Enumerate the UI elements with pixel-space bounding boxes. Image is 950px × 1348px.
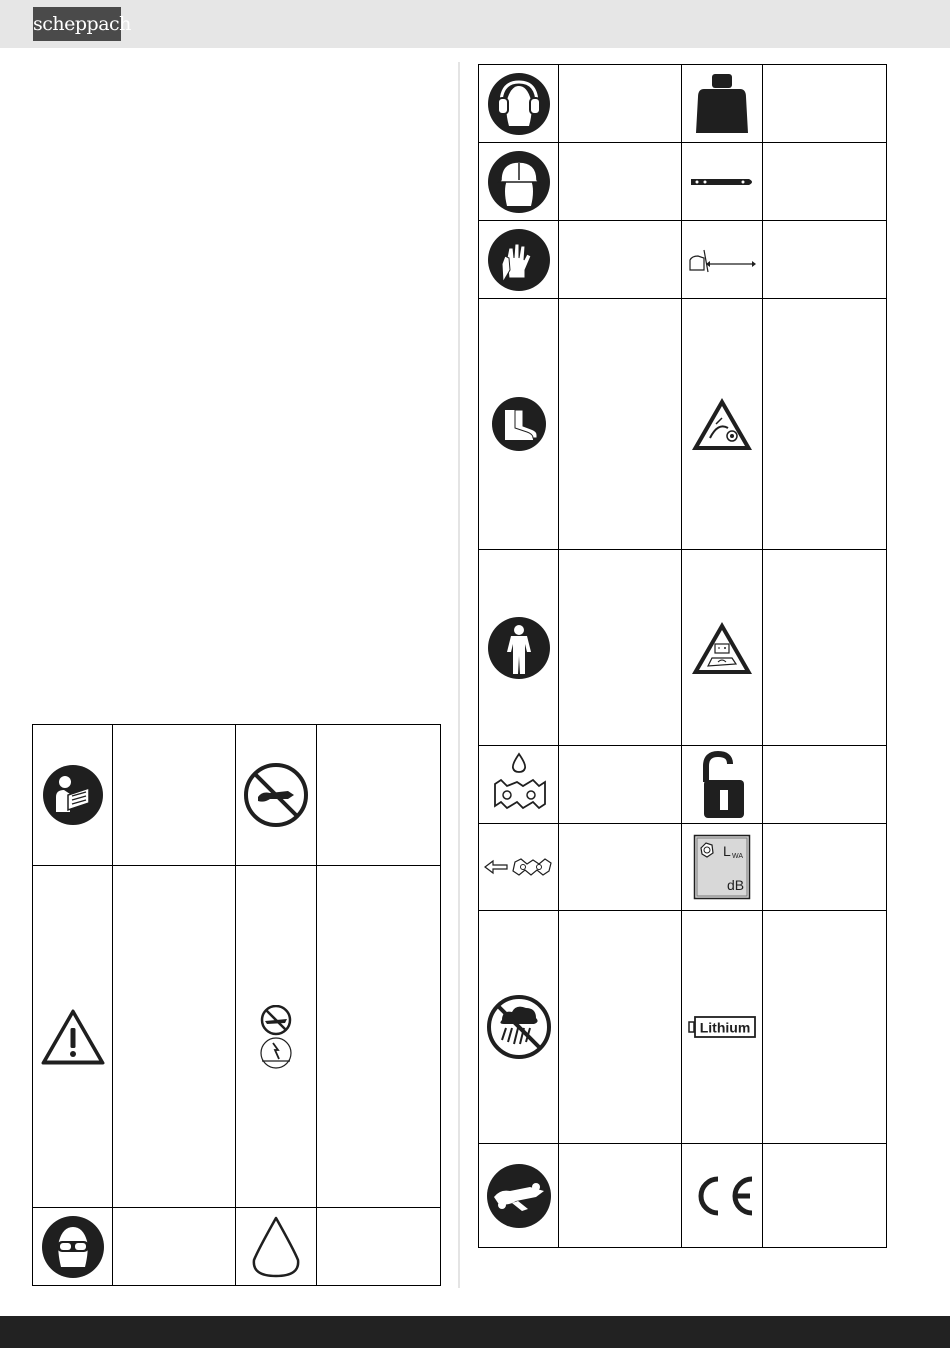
symbol-cell [33, 1208, 113, 1286]
symbol-table-right [478, 64, 887, 1248]
description-cell [763, 143, 887, 221]
chain-direction-icon [483, 854, 555, 880]
table-row [479, 1144, 887, 1248]
description-cell [763, 221, 887, 299]
column-divider [458, 62, 460, 1288]
page-header [0, 0, 950, 48]
description-cell [317, 1208, 441, 1286]
symbol-cell [682, 911, 763, 1144]
symbol-cell [479, 746, 559, 824]
symbol-cell [682, 746, 763, 824]
symbol-table-left [32, 724, 441, 1286]
description-cell [559, 1144, 682, 1248]
db-label: dB [727, 877, 745, 893]
description-cell [763, 65, 887, 143]
no-use-near-power-lines-icon [258, 1005, 294, 1069]
symbol-cell [33, 866, 113, 1208]
symbol-cell [682, 299, 763, 550]
oil-drop-icon [246, 1214, 306, 1280]
description-cell [113, 1208, 236, 1286]
eye-protection-icon [41, 1215, 105, 1279]
symbol-cell [682, 221, 763, 299]
description-cell [763, 911, 887, 1144]
brand-logo: scheppach [33, 7, 121, 41]
symbol-cell [236, 725, 317, 866]
head-protection-icon [487, 150, 551, 214]
description-cell [113, 725, 236, 866]
symbol-cell [236, 1208, 317, 1286]
description-cell [559, 824, 682, 911]
table-row [479, 143, 887, 221]
no-rain-icon [486, 994, 552, 1060]
sound-power-level-icon [693, 834, 751, 900]
symbol-cell [682, 143, 763, 221]
symbol-cell [479, 911, 559, 1144]
description-cell [559, 65, 682, 143]
chain-lubrication-icon [487, 750, 551, 820]
description-cell [559, 911, 682, 1144]
symbol-cell [479, 1144, 559, 1248]
kickback-warning-icon [688, 394, 756, 454]
description-cell [317, 866, 441, 1208]
ce-mark-icon [688, 1175, 756, 1217]
ear-protection-icon [487, 72, 551, 136]
description-cell [763, 299, 887, 550]
description-cell [559, 746, 682, 824]
symbol-cell [682, 550, 763, 746]
description-cell [317, 725, 441, 866]
description-cell [559, 143, 682, 221]
table-row [33, 1208, 441, 1286]
table-row [33, 725, 441, 866]
table-row [479, 299, 887, 550]
table-row [33, 866, 441, 1208]
symbol-cell [479, 299, 559, 550]
table-row [479, 746, 887, 824]
table-row [479, 824, 887, 911]
read-manual-icon [42, 764, 104, 826]
table-row [479, 65, 887, 143]
description-cell [763, 1144, 887, 1248]
description-cell [763, 824, 887, 911]
description-cell [559, 299, 682, 550]
description-cell [559, 550, 682, 746]
symbol-cell [682, 824, 763, 911]
lwa-subscript: WA [732, 853, 744, 860]
weight-icon [694, 71, 750, 137]
symbol-cell [479, 143, 559, 221]
protective-clothing-icon [487, 616, 551, 680]
symbol-cell [236, 866, 317, 1208]
warning-triangle-icon [40, 1008, 106, 1066]
symbol-cell [33, 725, 113, 866]
symbol-cell [479, 824, 559, 911]
symbol-cell [479, 221, 559, 299]
lwa-label: L [723, 843, 731, 859]
bar-length-icon [686, 246, 758, 274]
symbol-cell [479, 65, 559, 143]
no-two-person-icon [486, 1163, 552, 1229]
safety-boots-icon [491, 396, 547, 452]
no-one-handed-use-icon [242, 761, 310, 829]
table-row [479, 221, 887, 299]
protective-gloves-icon [487, 228, 551, 292]
description-cell [559, 221, 682, 299]
table-row [479, 911, 887, 1144]
guide-bar-icon [687, 176, 757, 188]
description-cell [113, 866, 236, 1208]
symbol-cell [682, 1144, 763, 1248]
table-row [479, 550, 887, 746]
lithium-label: Lithium [699, 1019, 751, 1036]
symbol-cell [479, 550, 559, 746]
description-cell [763, 746, 887, 824]
battery-warning-icon [688, 618, 756, 678]
lithium-battery-icon [688, 1015, 756, 1039]
symbol-cell [682, 65, 763, 143]
unlock-icon [694, 750, 750, 820]
description-cell [763, 550, 887, 746]
page-footer [0, 1316, 950, 1348]
